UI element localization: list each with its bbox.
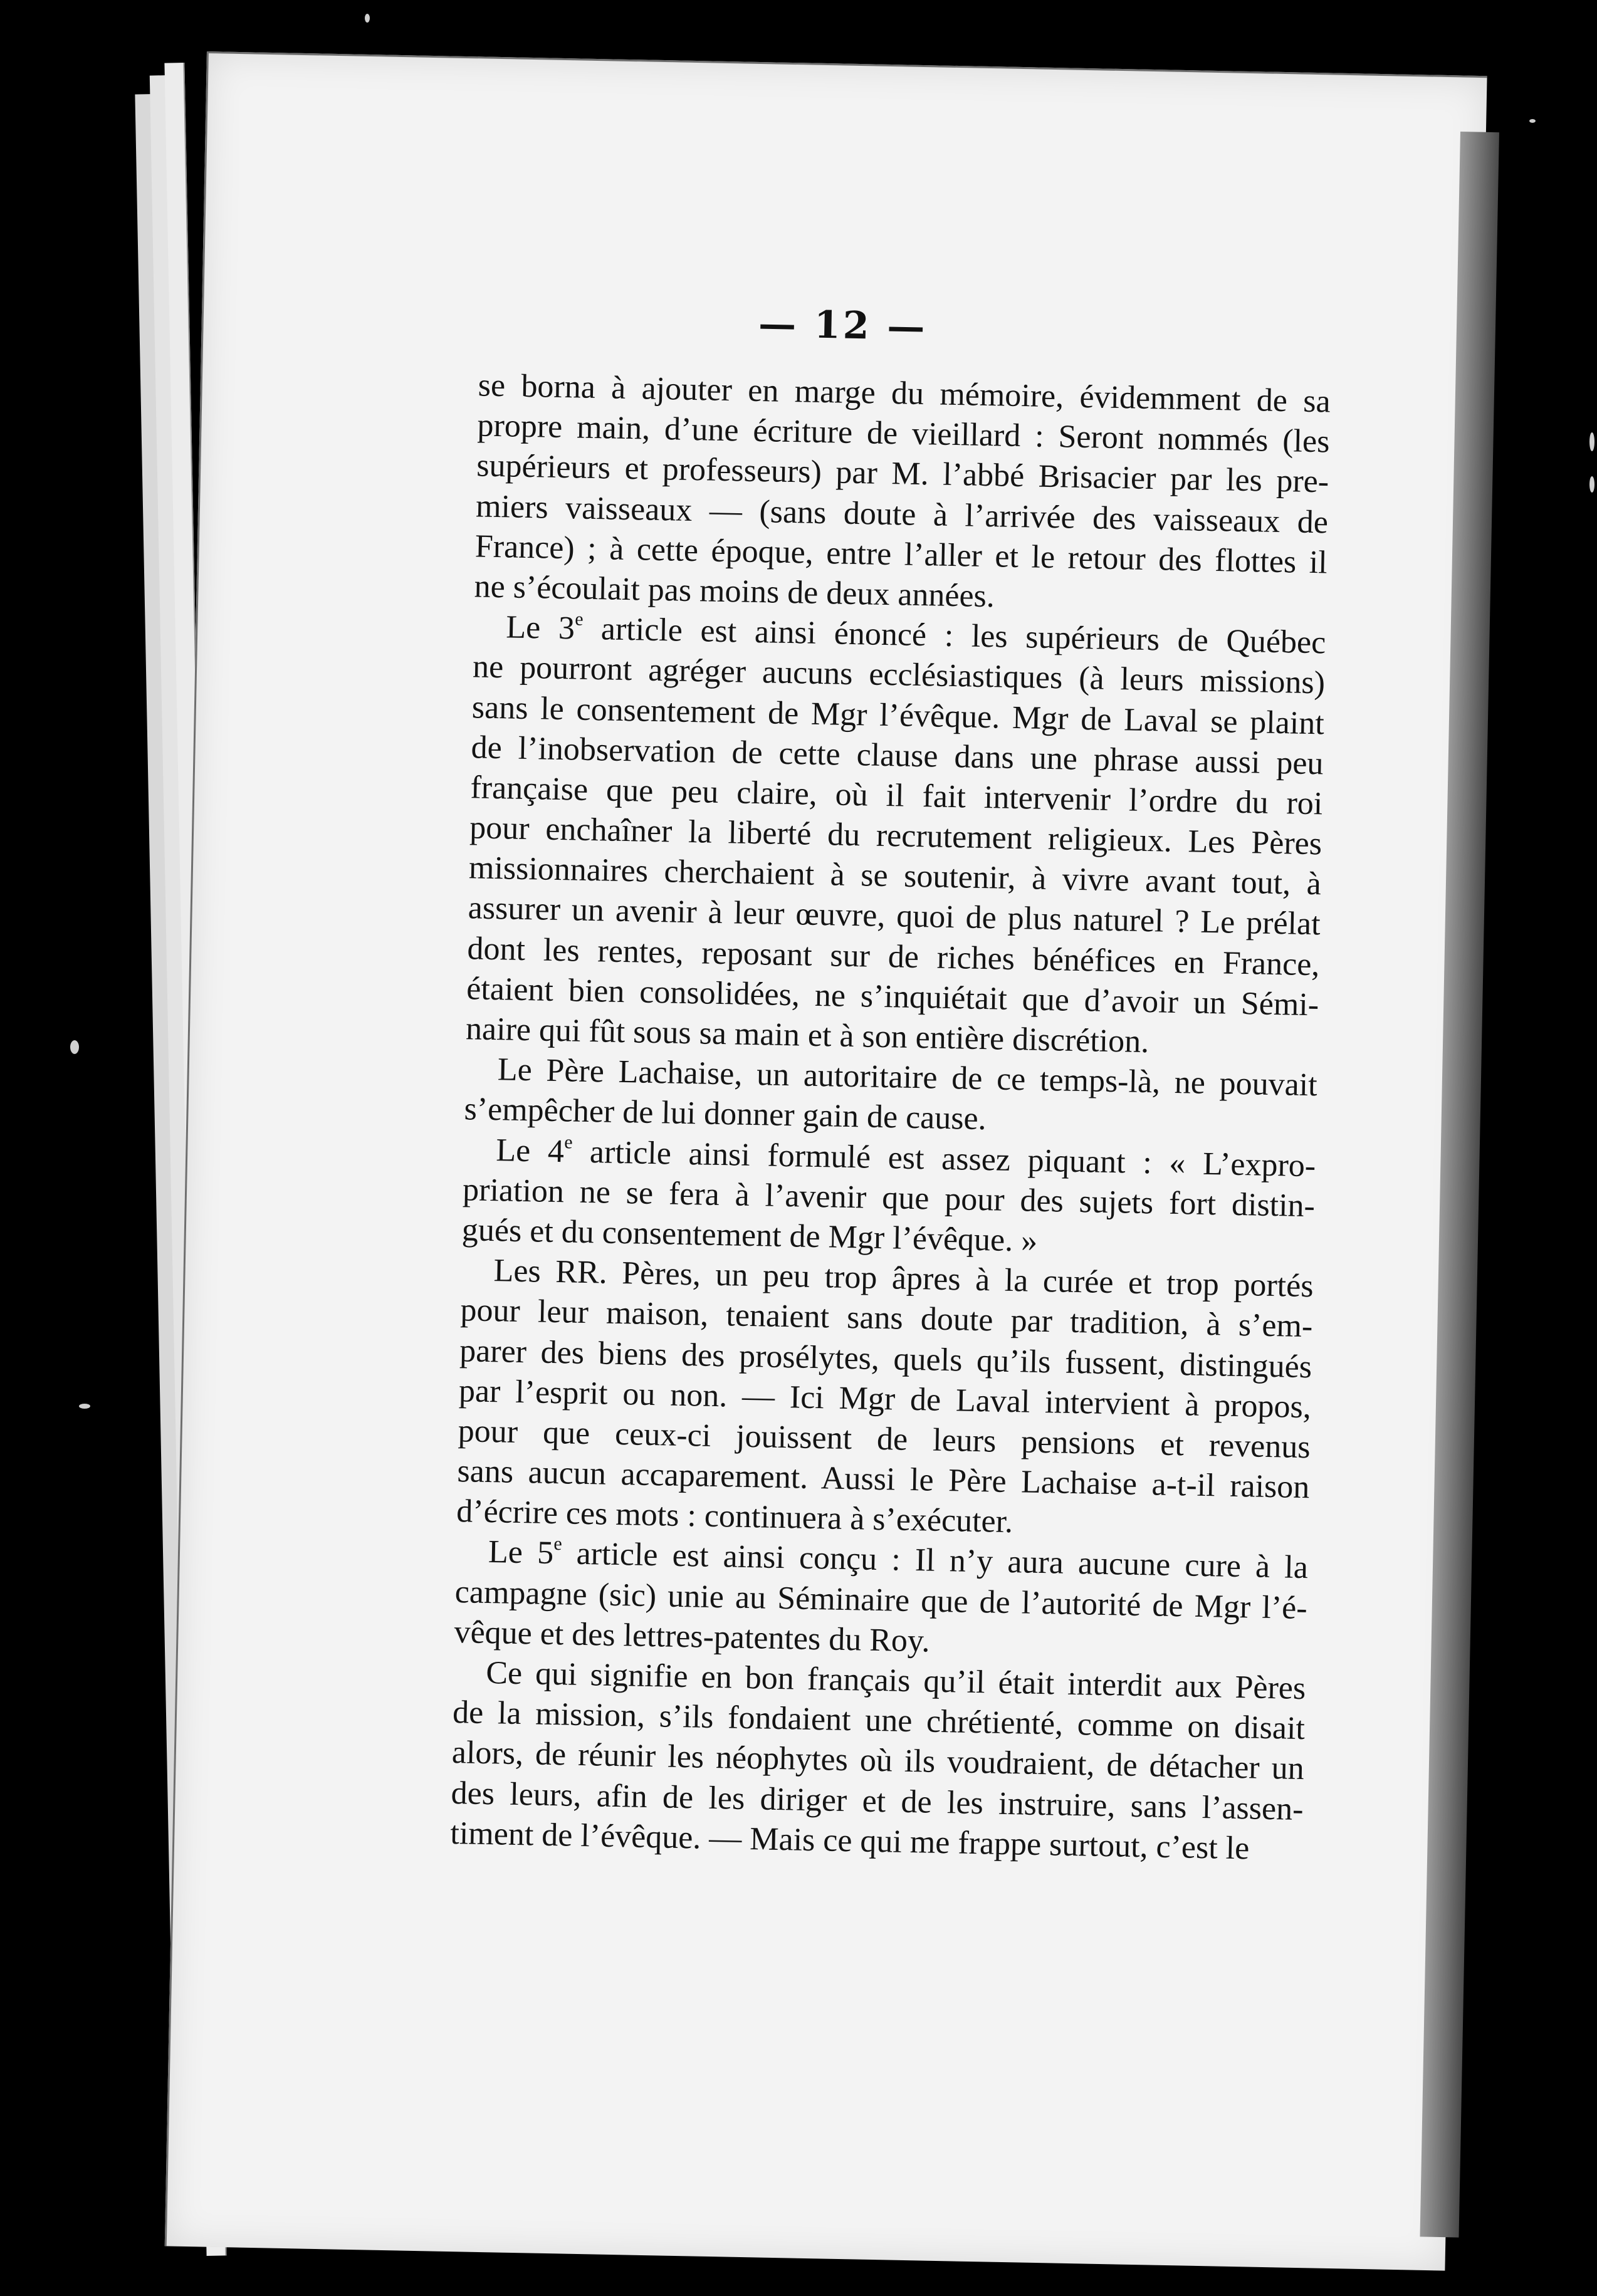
text-line: priation ne se fera à l’avenir que pour des sujets fort distin- [462, 1171, 1316, 1224]
text-line: ne pourront agréger aucuns ecclésiastiques (à leurs missions) [472, 649, 1326, 701]
text-line: France) ; à cette époque, entre l’aller et le retour des flottes il [474, 528, 1328, 581]
body-text [450, 365, 1331, 1870]
dust-speck [1589, 476, 1594, 493]
page-number: — 12 — [758, 301, 928, 350]
text-line: gués et du consentement de Mgr l’évêque. » [461, 1212, 1038, 1259]
text-line: miers vaisseaux — (sans doute à l’arrivée des vaisseaux de [475, 488, 1329, 541]
text-line: de l’inobservation de cette clause dans une phrase aussi peu [471, 729, 1324, 782]
text-line: alors, de réunir les néophytes où ils voudraient, de détacher un [451, 1735, 1305, 1787]
text-line: Les RR. Pères, un peu trop âpres à la curée et trop portés [493, 1253, 1314, 1305]
dust-speck [79, 1404, 90, 1409]
text-line: étaient bien consolidées, ne s’inquiétait que d’avoir un Sémi- [466, 971, 1319, 1023]
text-line: pour que ceux-ci jouissent de leurs pensions et revenus [458, 1412, 1311, 1466]
dust-speck [1589, 432, 1594, 451]
text-line: pour leur maison, tenaient sans doute par tradition, à s’em- [459, 1292, 1313, 1345]
text-line: s’empêcher de lui donner gain de cause. [464, 1091, 987, 1137]
text-line: française que peu claire, où il fait intervenir l’ordre du roi [469, 770, 1323, 822]
text-line: de la mission, s’ils fondaient une chrétienté, comme on disait [452, 1694, 1306, 1747]
text-line: dont les rentes, reposant sur de riches bénéfices en France, [467, 930, 1320, 983]
text-line: ne s’écoulait pas moins de deux années. [474, 568, 995, 615]
dust-speck [1529, 119, 1536, 123]
text-line: assurer un avenir à leur œuvre, quoi de plus naturel ? Le prélat [468, 890, 1321, 942]
text-line: sans aucun accaparement. Aussi le Père Lachaise a-t-il raison [457, 1453, 1310, 1506]
text-line: missionnaires cherchaient à se soutenir, à vivre avant tout, à [468, 850, 1322, 902]
book-page [165, 51, 1487, 2271]
text-line: supérieurs et professeurs) par M. l’abbé Brisacier par les pre- [476, 447, 1329, 500]
dust-speck [365, 14, 370, 23]
text-line: pour enchaîner la liberté du recrutement religieux. Les Pères [469, 810, 1322, 862]
text-line: des leurs, afin de les diriger et de les instruire, sans l’assen- [451, 1775, 1304, 1827]
text-line: parer des biens des prosélytes, quels qu’ils fussent, distingués [459, 1332, 1312, 1385]
text-line: Le Père Lachaise, un autoritaire de ce temps-là, ne pouvait [497, 1051, 1318, 1104]
text-line: d’écrire ces mots : continuera à s’exécuter. [456, 1493, 1013, 1540]
text-line: Le 5e article est ainsi conçu : Il n’y aura aucune cure à la [488, 1533, 1309, 1586]
text-line: sans le consentement de Mgr l’évêque. Mgr de Laval se plaint [471, 689, 1325, 741]
text-line: se borna à ajouter en marge du mémoire, évidemment de sa [478, 367, 1331, 420]
text-line: propre main, d’une écriture de vieillard : Seront nommés (les [477, 407, 1330, 460]
dust-speck [70, 1040, 79, 1054]
text-line: vêque et des lettres-patentes du Roy. [454, 1614, 931, 1659]
text-line: campagne (sic) unie au Séminaire que de l’autorité de Mgr l’é- [454, 1573, 1308, 1626]
text-line: timent de l’évêque. — Mais ce qui me frappe surtout, c’est le [449, 1815, 1250, 1867]
text-line: Ce qui signifie en bon français qu’il était interdit aux Pères [485, 1655, 1306, 1707]
text-line: naire qui fût sous sa main et à son entière discrétion. [465, 1011, 1149, 1060]
text-line: par l’esprit ou non. — Ici Mgr de Laval intervient à propos, [458, 1372, 1312, 1425]
text-line: Le 3e article est ainsi énoncé : les supérieurs de Québec [505, 608, 1326, 661]
text-line: Le 4e article ainsi formulé est assez piquant : « L’expro- [495, 1131, 1316, 1184]
